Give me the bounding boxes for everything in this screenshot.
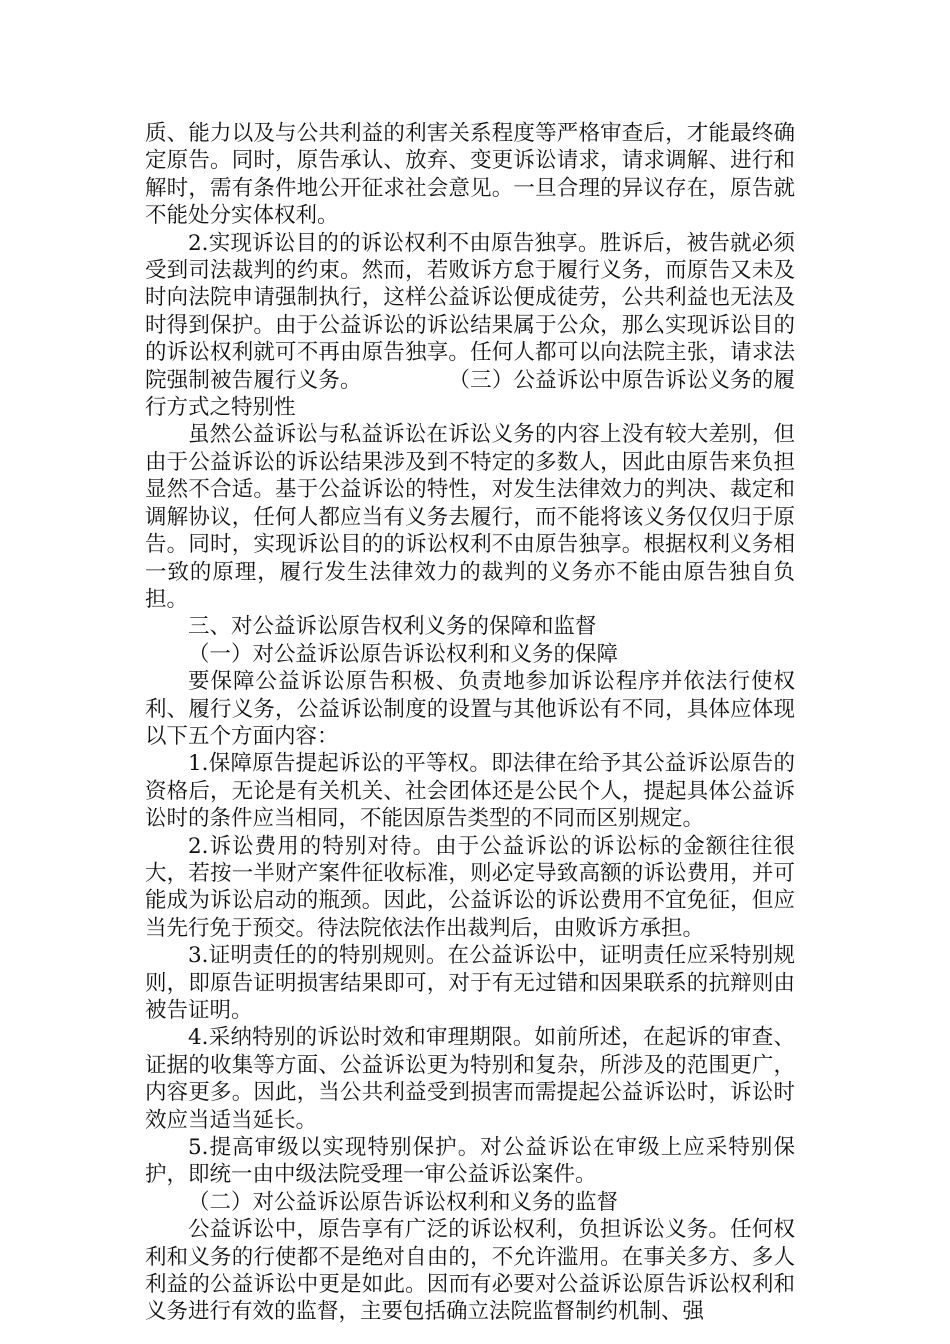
list-item: 4.采纳特别的诉讼时效和审理期限。如前所述，在起诉的审查、证据的收集等方面、公益诉讼更为特别和复杂，所涉及的范围更广，内容更多。因此，当公共利益受到损害而需提起公益诉讼时，诉讼时效应当适当延长。 bbox=[145, 1025, 795, 1133]
list-item: 2.诉讼费用的特别对待。由于公益诉讼的诉讼标的金额往往很大，若按一半财产案件征收标准，则必定导致高额的诉讼费用，并可能成为诉讼启动的瓶颈。因此，公益诉讼的诉讼费用不宜免征，但应当先行免于预交。待法院依法作出裁判后，由败诉方承担。 bbox=[145, 833, 795, 941]
subsection-heading: （一）对公益诉讼原告诉讼权利和义务的保障 bbox=[188, 641, 619, 667]
paragraph: 公益诉讼中，原告享有广泛的诉讼权利，负担诉讼义务。任何权利和义务的行使都不是绝对自由的，不允许滥用。在事关多方、多人利益的公益诉讼中更是如此。因而有必要对公益诉讼原告诉讼权利和义务进行有效的监督，主要包括确立法院监督制约机制、强 bbox=[145, 1217, 795, 1325]
paragraph: 要保障公益诉讼原告积极、负责地参加诉讼程序并依法行使权利、履行义务，公益诉讼制度的设置与其他诉讼有不同，具体应体现以下五个方面内容： bbox=[145, 669, 795, 749]
paragraph: 质、能力以及与公共利益的利害关系程度等严格审查后，才能最终确定原告。同时，原告承认、放弃、变更诉讼请求，请求调解、进行和解时，需有条件地公开征求社会意见。一旦合理的异议存在，原告就不能处分实体权利。 bbox=[145, 121, 795, 229]
list-item: 3.证明责任的的特别规则。在公益诉讼中，证明责任应采特别规则，即原告证明损害结果即可，对于有无过错和因果联系的抗辩则由被告证明。 bbox=[145, 943, 795, 1023]
document-page bbox=[145, 120, 795, 1326]
list-item: 5.提高审级以实现特别保护。对公益诉讼在审级上应采特别保护，即统一由中级法院受理一审公益诉讼案件。 bbox=[145, 1135, 795, 1188]
section-heading: 三、对公益诉讼原告权利义务的保障和监督 bbox=[188, 614, 597, 640]
paragraph: 虽然公益诉讼与私益诉讼在诉讼义务的内容上没有较大差别，但由于公益诉讼的诉讼结果涉及到不特定的多数人，因此由原告来负担显然不合适。基于公益诉讼的特性，对发生法律效力的判决、裁定和调解协议，任何人都应当有义务去履行，而不能将该义务仅仅归于原告。同时，实现诉讼目的的诉讼权利不由原告独享。根据权利义务相一致的原理，履行发生法律效力的裁判的义务亦不能由原告独自负担。 bbox=[145, 422, 795, 612]
paragraph: 2.实现诉讼目的的诉讼权利不由原告独享。胜诉后，被告就必须受到司法裁判的约束。然而，若败诉方怠于履行义务，而原告又未及时向法院申请强制执行，这样公益诉讼便成徒劳，公共利益也无法及时得到保护。由于公益诉讼的诉讼结果属于公众，那么实现诉讼目的的诉讼权利就可不再由原告独享。任何人都可以向法院主张，请求法院强制被告履行义务。 （三）公益诉讼中原告诉讼义务的履行方式之特别性 bbox=[145, 230, 795, 421]
list-item: 1.保障原告提起诉讼的平等权。即法律在给予其公益诉讼原告的资格后，无论是有关机关、社会团体还是公民个人，提起具体公益诉讼时的条件应当相同，不能因原告类型的不同而区别规定。 bbox=[145, 751, 795, 832]
subsection-heading: （二）对公益诉讼原告诉讼权利和义务的监督 bbox=[188, 1189, 619, 1215]
